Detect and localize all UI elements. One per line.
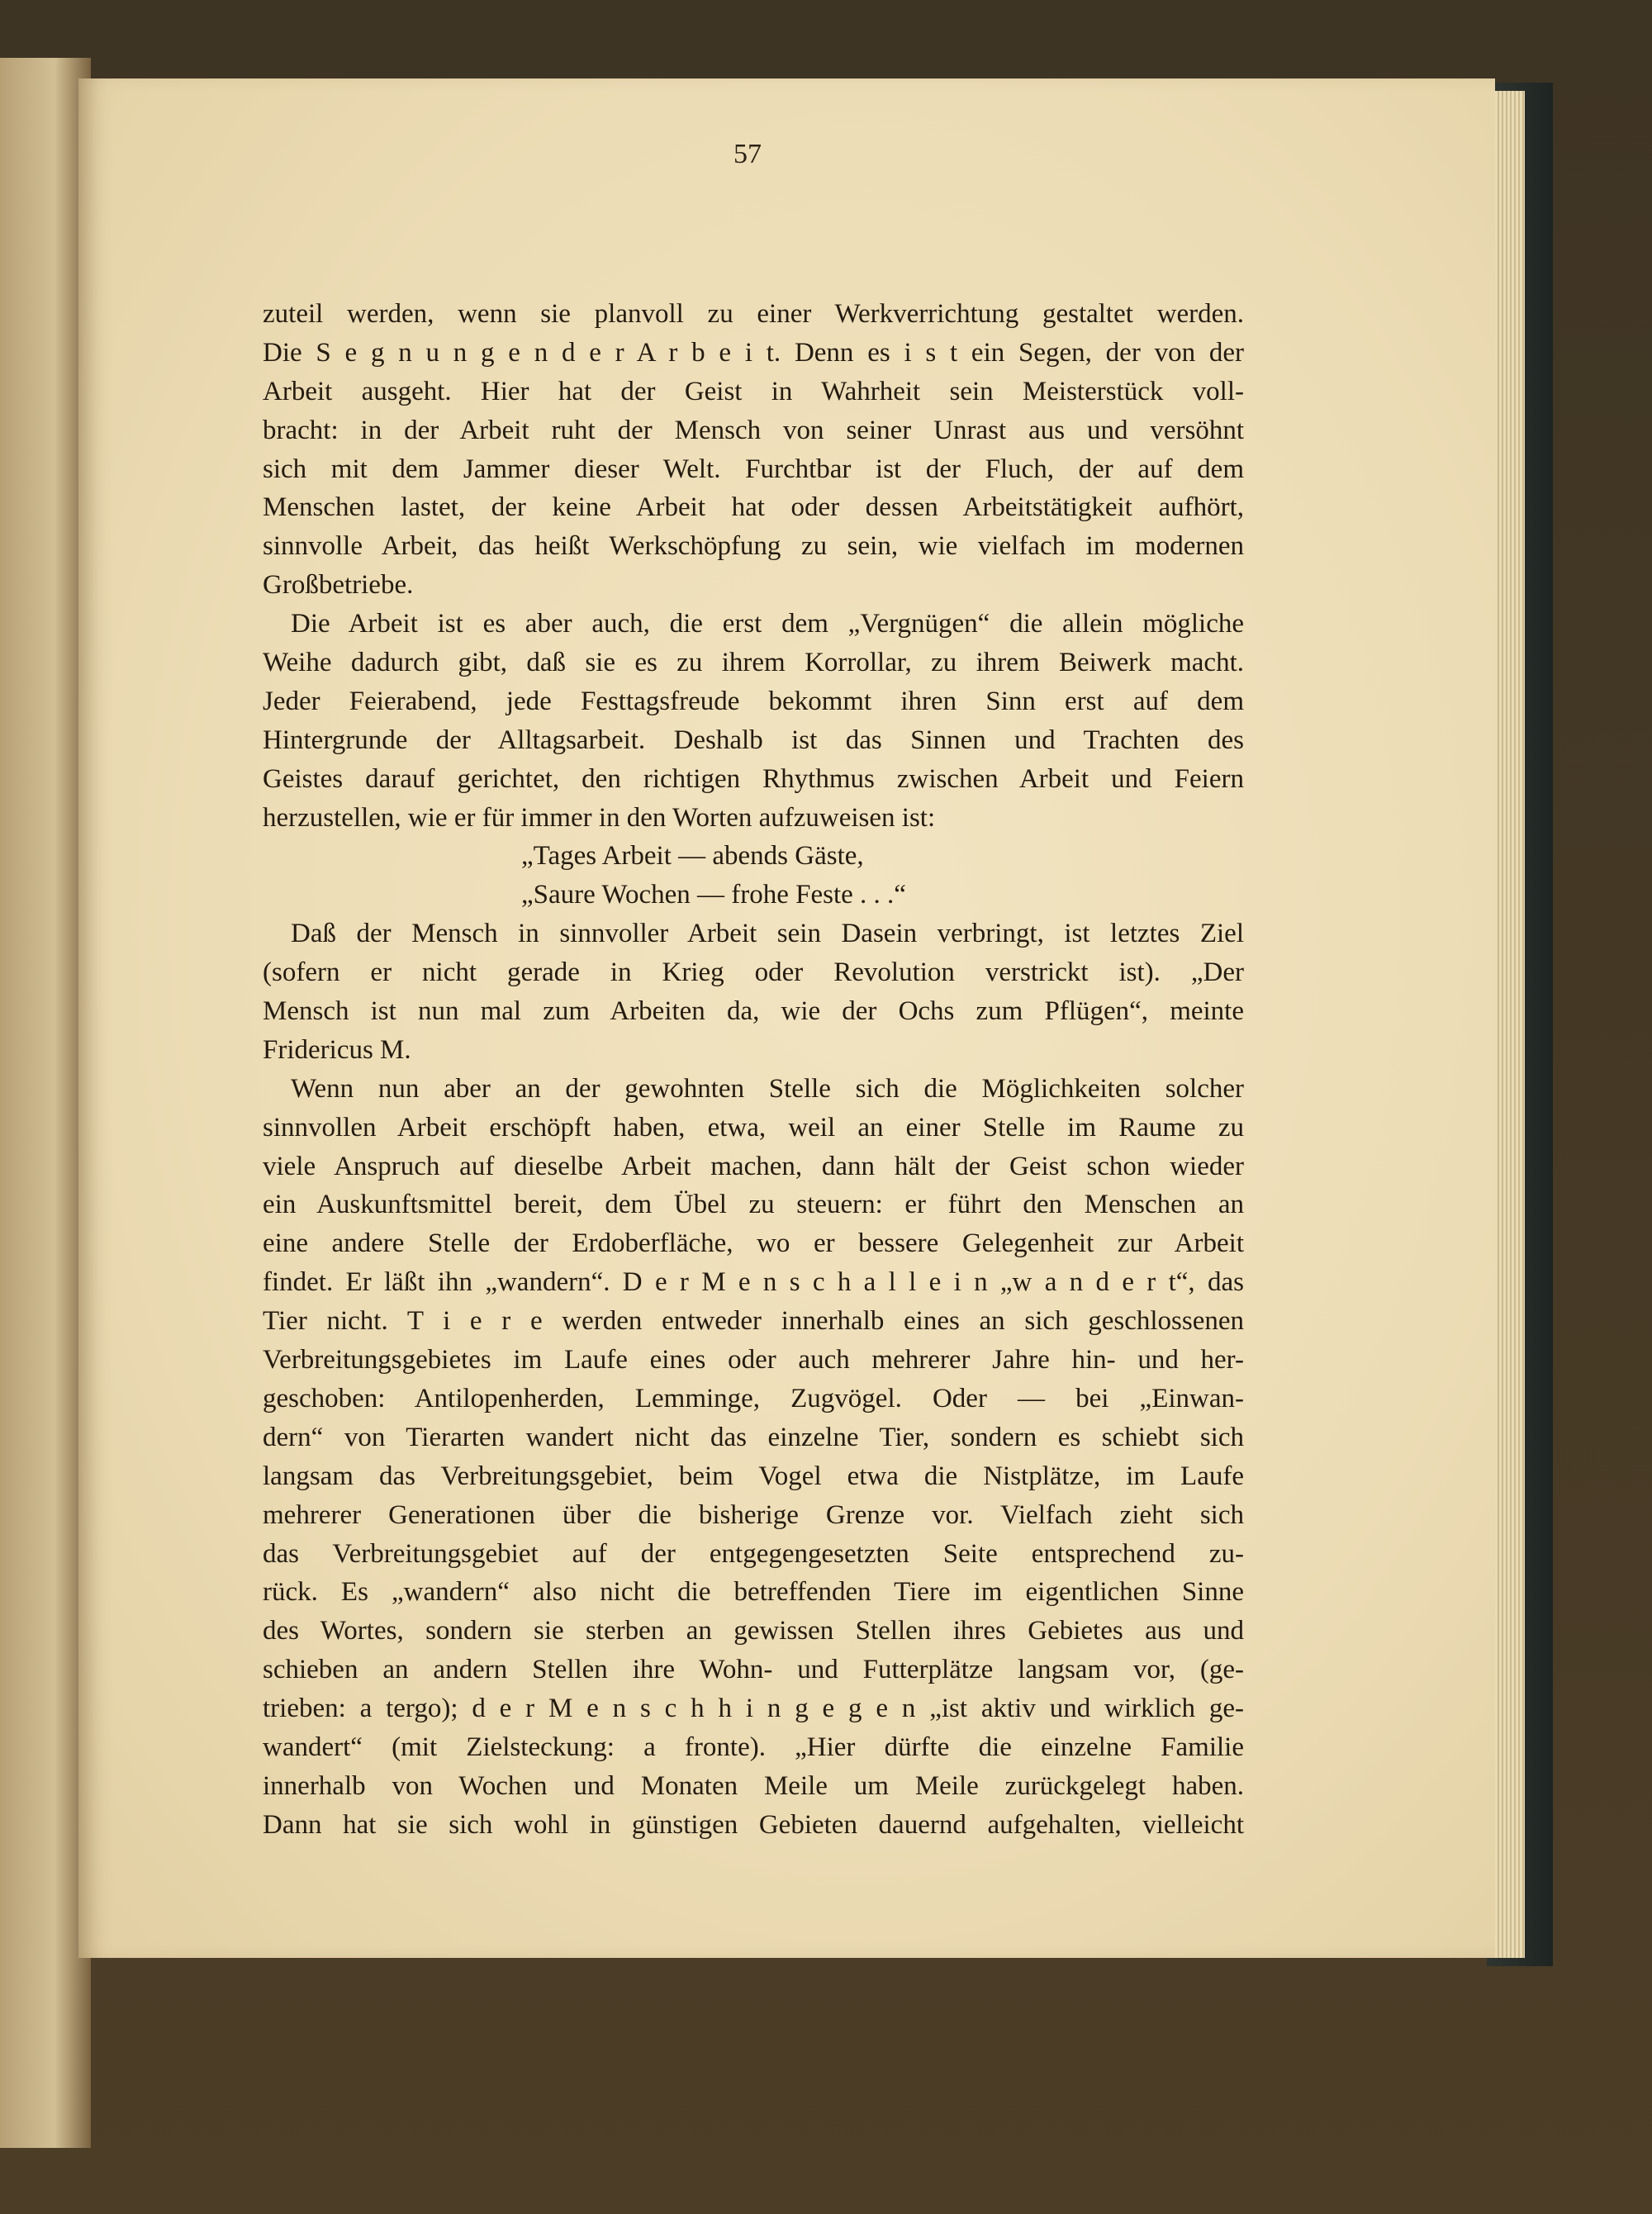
text-line: sich mit dem Jammer dieser Welt. Furchtbar ist der Fluch, der auf dem (263, 454, 1244, 484)
text-line: Geistes darauf gerichtet, den richtigen Rhythmus zwischen Arbeit und Feiern (263, 763, 1244, 794)
text-line: sinnvollen Arbeit erschöpft haben, etwa, weil an einer Stelle im Raume zu (263, 1112, 1244, 1143)
text-line: rück. Es „wandern“ also nicht die betreffenden Tiere im eigentlichen Sinne (263, 1577, 1244, 1608)
text-line: findet. Er läßt ihn „wandern“. D e r M e n s c h a l l e i n „w a n d e r t“, das (263, 1267, 1244, 1298)
text-line: das Verbreitungsgebiet auf der entgegengesetzten Seite entsprechend zu- (263, 1538, 1244, 1569)
text-line: des Wortes, sondern sie sterben an gewissen Stellen ihres Gebietes aus und (263, 1616, 1244, 1646)
text-line: geschoben: Antilopenherden, Lemminge, Zugvögel. Oder — bei „Einwan- (263, 1383, 1244, 1413)
text-line: mehrerer Generationen über die bisherige Grenze vor. Vielfach zieht sich (263, 1499, 1244, 1530)
text-line: herzustellen, wie er für immer in den Worten aufzuweisen ist: (263, 802, 936, 833)
text-line: dern“ von Tierarten wandert nicht das einzelne Tier, sondern es schiebt sich (263, 1422, 1244, 1452)
body-text (263, 295, 1244, 1845)
text-line: Dann hat sie sich wohl in günstigen Gebieten dauernd aufgehalten, vielleicht (263, 1809, 1244, 1840)
text-line: Verbreitungsgebietes im Laufe eines oder auch mehrerer Jahre hin- und her- (263, 1345, 1244, 1375)
text-line: (sofern er nicht gerade in Krieg oder Revolution verstrickt ist). „Der (263, 957, 1244, 988)
text-line: Wenn nun aber an der gewohnten Stelle sich die Möglichkeiten solcher (291, 1073, 1244, 1104)
text-line: schieben an andern Stellen ihre Wohn- und Futterplätze langsam vor, (ge- (263, 1655, 1244, 1685)
text-line: „Tages Arbeit — abends Gäste, (521, 841, 864, 872)
text-line: Tier nicht. T i e r e werden entweder innerhalb eines an sich geschlossenen (263, 1306, 1244, 1337)
text-line: Weihe dadurch gibt, daß sie es zu ihrem Korrollar, zu ihrem Beiwerk macht. (263, 648, 1244, 678)
text-line: langsam das Verbreitungsgebiet, beim Vogel etwa die Nistplätze, im Laufe (263, 1461, 1244, 1491)
text-line: bracht: in der Arbeit ruht der Mensch von seiner Unrast aus und versöhnt (263, 415, 1244, 445)
text-line: viele Anspruch auf dieselbe Arbeit machen, dann hält der Geist schon wieder (263, 1151, 1244, 1181)
text-line: zuteil werden, wenn sie planvoll zu einer Werkverrichtung gestaltet werden. (263, 299, 1244, 329)
text-line: eine andere Stelle der Erdoberfläche, wo er bessere Gelegenheit zur Arbeit (263, 1228, 1244, 1259)
text-line: Die S e g n u n g e n d e r A r b e i t. Denn es i s t ein Segen, der von der (263, 337, 1244, 368)
text-line: Die Arbeit ist es aber auch, die erst dem „Vergnügen“ die allein mögliche (291, 609, 1244, 639)
left-facing-page-edge (0, 58, 91, 2148)
text-line: ein Auskunftsmittel bereit, dem Übel zu steuern: er führt den Menschen an (263, 1190, 1244, 1220)
text-line: wandert“ (mit Zielsteckung: a fronte). „Hier dürfte die einzelne Familie (263, 1732, 1244, 1762)
text-line: Menschen lastet, der keine Arbeit hat oder dessen Arbeitstätigkeit aufhört, (263, 492, 1244, 523)
text-line: Daß der Mensch in sinnvoller Arbeit sein Dasein verbringt, ist letztes Ziel (291, 919, 1244, 949)
text-line: Mensch ist nun mal zum Arbeiten da, wie der Ochs zum Pflügen“, meinte (263, 996, 1244, 1027)
text-line: Fridericus M. (263, 1034, 411, 1065)
text-line: Großbetriebe. (263, 570, 414, 601)
text-line: trieben: a tergo); d e r M e n s c h h i n g e g e n „ist aktiv und wirklich ge- (263, 1694, 1244, 1724)
page-number: 57 (733, 139, 762, 169)
text-line: innerhalb von Wochen und Monaten Meile um Meile zurückgelegt haben. (263, 1770, 1244, 1801)
text-line: „Saure Wochen — frohe Feste . . .“ (521, 880, 906, 910)
text-line: Hintergrunde der Alltagsarbeit. Deshalb ist das Sinnen und Trachten des (263, 725, 1244, 755)
text-line: sinnvolle Arbeit, das heißt Werkschöpfung zu sein, wie vielfach im modernen (263, 531, 1244, 562)
text-line: Arbeit ausgeht. Hier hat der Geist in Wahrheit sein Meisterstück voll- (263, 376, 1244, 406)
text-line: Jeder Feierabend, jede Festtagsfreude bekommt ihren Sinn erst auf dem (263, 686, 1244, 716)
